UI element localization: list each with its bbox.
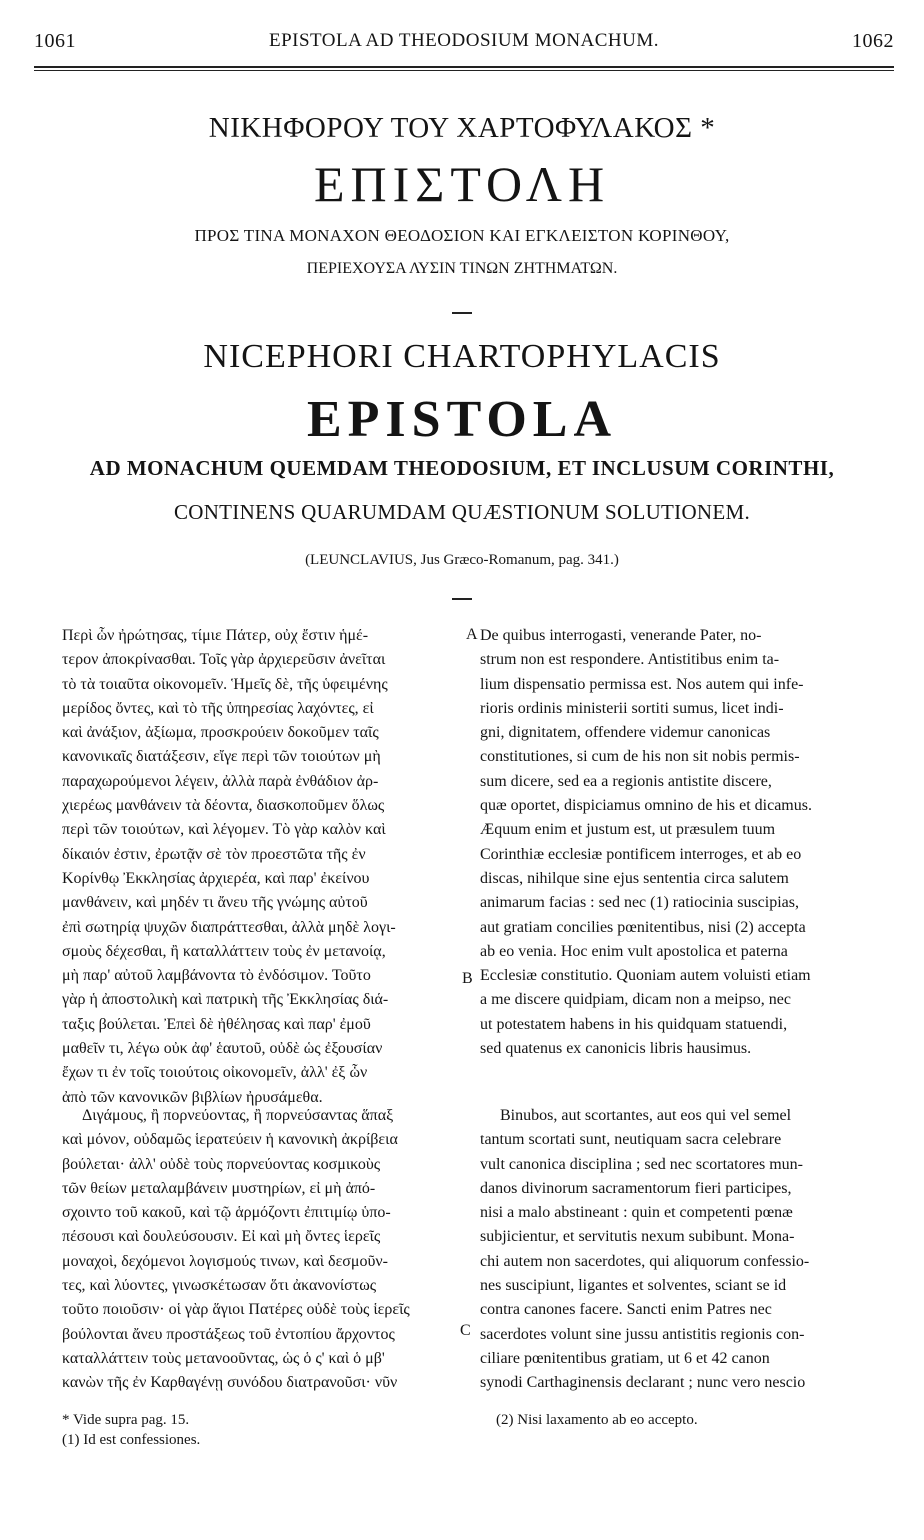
text-line: πέσουσι καὶ δουλεύσουσιν. Εἰ καὶ μὴ ὄντες ἱερεῖς [62, 1228, 381, 1246]
text-line: ciliare pœnitentibus gratiam, ut 6 et 42 canon [480, 1349, 770, 1367]
text-line: καὶ μόνον, οὐδαμῶς ἱερατεύειν ἡ κανονικὴ ἀκρίβεια [62, 1131, 398, 1149]
text-line: subjicientur, et servitutis nexum subibunt. Mona- [480, 1228, 795, 1246]
text-line: aut gratiam concilies pœnitentibus, nisi (2) accepta [480, 918, 806, 936]
margin-marker-c: C [460, 1322, 471, 1339]
text-line: μανθάνειν, καὶ μηδέν τι ἄνευ τῆς γνώμης αὐτοῦ [62, 894, 368, 912]
running-head [34, 30, 894, 58]
text-line: a me discere quidpiam, dicam non a meipso, nec [480, 991, 792, 1009]
text-line: καὶ ἀνάξιον, ἀξίωμα, προσκρούειν δοκοῦμεν ταῖς [62, 724, 379, 742]
text-line: Κορίνθῳ Ἐκκλησίας ἀρχιερέα, καὶ παρ' ἐκείνου [62, 869, 370, 887]
text-line: ἐπὶ σωτηρίᾳ ψυχῶν διαπράττεσθαι, ἀλλὰ μηδὲ λογι- [62, 918, 396, 936]
text-line: nes suscipiunt, ligantes et solventes, sciant se id [480, 1277, 787, 1295]
text-line: ἔχων τι ἐν τοῖς τοιούτοις οἰκονομεῖν, ἀλλ' ἐξ ὧν [62, 1064, 368, 1082]
text-line: chi autem non sacerdotes, qui aliquorum confessio- [480, 1252, 810, 1270]
text-line: lium dispensatio permissa est. Nos autem qui infe- [480, 675, 804, 693]
latin-text-column-cont [480, 1104, 884, 1396]
text-line: Περὶ ὧν ἠρώτησας, τίμιε Πάτερ, οὐχ ἔστιν ἡμέ- [62, 627, 369, 644]
footnotes-right [496, 1410, 698, 1430]
text-line: καταλλάττειν τοὺς μετανοοῦντας, ὡς ὁ ς' καὶ ὁ μβ' [62, 1349, 385, 1367]
text-line: τες, καὶ λύοντες, γινωσκέτωσαν ὅτι ἀκανονίστως [62, 1277, 377, 1295]
text-line: tantum scortati sunt, neutiquam sacra celebrare [480, 1131, 782, 1149]
greek-author: ΝΙΚΗΦΟΡΟΥ ΤΟΥ ΧΑΡΤΟΦΥΛΑΚΟΣ * [208, 112, 716, 144]
text-line: animarum facias : sed nec (1) ratiocinia suscipias, [480, 894, 799, 912]
text-line: synodi Carthaginensis declarant ; nunc vero nescio [480, 1374, 806, 1392]
text-line: sum dicere, sed ea a regionis antistite discere, [480, 772, 772, 790]
text-line: τοῦτο ποιοῦσιν· οἱ γὰρ ἅγιοι Πατέρες οὐδὲ τοὺς ἱερεῖς [62, 1301, 410, 1319]
text-line: ab eo venia. Hoc enim vult apostolica et paterna [480, 942, 788, 960]
margin-marker-b: B [462, 970, 473, 987]
text-line: μὴ παρ' αὐτοῦ λαμβάνοντα τὸ ἐνδόσιμον. Τοῦτο [62, 967, 371, 985]
greek-paragraph-1 [62, 624, 456, 1110]
greek-subtitle-line2: ΠΕΡΙΕΧΟΥΣΑ ΛΥΣΙΝ ΤΙΝΩΝ ΖΗΤΗΜΑΤΩΝ. [306, 260, 618, 277]
header-rule [34, 66, 894, 71]
page-number-right: 1062 [852, 30, 894, 52]
margin-marker-a: A [466, 626, 478, 643]
text-line: περὶ τῶν τοιούτων, καὶ λέγομεν. Τὸ γὰρ καλὸν καὶ [62, 821, 386, 839]
text-line: χιερέως μανθάνειν τὰ δέοντα, διασκοποῦμεν ὅλως [62, 797, 385, 815]
text-line: ἀπὸ τῶν κανονικῶν βιβλίων ἠρυσάμεθα. [62, 1088, 323, 1106]
text-line: βούλονται ἄνευ προστάξεως τοῦ ἐντοπίου ἄρχοντος [62, 1325, 395, 1343]
page-number-left: 1061 [34, 30, 76, 52]
text-line: μαθεῖν τι, λέγω οὐκ ἀφ' ἑαυτοῦ, οὐδὲ ὡς ἐξουσίαν [62, 1040, 383, 1058]
text-line: τῶν θείων μεταλαμβάνειν μυστηρίων, εἰ μὴ ἀπό- [62, 1179, 376, 1197]
latin-text-column [480, 624, 884, 1061]
text-line: γὰρ ἡ ἀποστολικὴ καὶ πατρικὴ τῆς Ἐκκλησίας διά- [62, 991, 389, 1009]
latin-subtitle-line1: AD MONACHUM QUEMDAM THEODOSIUM, ET INCLUSUM CORINTHI, [89, 456, 835, 480]
latin-title: EPISTOLA [306, 391, 618, 448]
text-line: κανονικαῖς διατάξεσιν, εἴγε περὶ τῶν τοιούτων μὴ [62, 748, 381, 766]
text-line: τερον ἀποκρίνασθαι. Τοῖς γὰρ ἀρχιερεῦσιν ἀνεῖται [62, 651, 386, 669]
text-line: σχοιντο τοῦ κακοῦ, καὶ τῷ ἁρμόζοντι ἐπιτιμίῳ ὑπο- [62, 1204, 391, 1222]
source-citation: (LEUNCLAVIUS, Jus Græco-Romanum, pag. 341.) [305, 552, 619, 568]
text-line: gni, dignitatem, offendere videmur canonicas [480, 724, 771, 742]
text-line: vult canonica disciplina ; sed nec scortatores mun- [480, 1155, 804, 1173]
text-line: nisi a malo abstineant : quin et competenti pœnæ [480, 1204, 793, 1222]
text-line: Διγάμους, ἢ πορνεύοντας, ἢ πορνεύσαντας ἅπαξ [82, 1107, 394, 1124]
text-line: μοναχοὶ, δεχόμενοι λογισμούς τινων, καὶ δεσμοῦν- [62, 1252, 388, 1270]
latin-paragraph-1 [480, 624, 884, 1061]
text-line: discas, nihilque sine ejus sententia circa salutem [480, 869, 789, 887]
text-line: κανὼν τῆς ἐν Καρθαγένῃ συνόδου διατρανοῦσι· νῦν [62, 1374, 398, 1392]
text-line: μερίδος ὄντες, καὶ τὸ τῆς ὑπηρεσίας λαχόντες, εἰ [62, 699, 374, 717]
text-line: Corinthiæ ecclesiæ pontificem interroges, et ab eo [480, 845, 802, 863]
greek-text-column [62, 624, 456, 1110]
text-line: strum non est respondere. Antistitibus enim ta- [480, 651, 780, 669]
text-line: sed quatenus ex canonicis libris hausimus. [480, 1040, 752, 1058]
section-dash [452, 312, 472, 314]
section-dash [452, 598, 472, 600]
text-line: contra canones facere. Sancti enim Patres nec [480, 1301, 772, 1319]
text-line: De quibus interrogasti, venerande Pater, no- [480, 627, 762, 644]
text-line: δίκαιόν ἐστιν, ἐρωτᾷν σὲ τὸν προεστῶτα τῆς ἐν [62, 845, 366, 863]
text-line: ut potestatem habens in his quidquam statuendi, [480, 1015, 788, 1033]
greek-title: ΕΠΙΣΤΟΛΗ [313, 156, 611, 212]
text-line: ταξις βούλεται. Ἐπεὶ δὲ ἠθέλησας καὶ παρ' ἐμοῦ [62, 1015, 371, 1033]
text-line: τὸ τὰ τοιαῦτα οἰκονομεῖν. Ἡμεῖς δὲ, τῆς ὑφειμένης [62, 675, 388, 693]
text-line: βούλεται· ἀλλ' οὐδὲ τοὺς πορνεύοντας κοσμικοὺς [62, 1155, 381, 1173]
footnote: (1) Id est confessiones. [62, 1432, 201, 1448]
latin-paragraph-2 [480, 1104, 884, 1396]
greek-text-column-cont [62, 1104, 456, 1396]
greek-paragraph-2 [62, 1104, 456, 1396]
footnote: * Vide supra pag. 15. [62, 1412, 190, 1428]
latin-author: NICEPHORI CHARTOPHYLACIS [203, 338, 721, 375]
text-line: rioris ordinis ministerii sortiti sumus, licet indi- [480, 699, 784, 717]
footnote: (2) Nisi laxamento ab eo accepto. [496, 1412, 698, 1428]
text-line: danos divinorum sacramentorum fieri participes, [480, 1179, 792, 1197]
text-line: constitutiones, si cum de his non sit nobis permis- [480, 748, 800, 766]
text-line: sacerdotes volunt sine jussu antistitis regionis con- [480, 1325, 805, 1343]
text-line: παραχωρούμενοι λέγειν, ἀλλὰ παρὰ ἐνθάδιον ἀρ- [62, 772, 379, 790]
text-line: σμοὺς δέχεσθαι, ἢ καταλλάττειν τοὺς ἐν μετανοίᾳ, [62, 942, 386, 960]
greek-subtitle-line1: ΠΡΟΣ ΤΙΝΑ ΜΟΝΑΧΟΝ ΘΕΟΔΟΣΙΟΝ ΚΑΙ ΕΓΚΛΕΙΣΤΟΝ ΚΟΡΙΝΘΟΥ, [194, 226, 730, 245]
text-line: Ecclesiæ constitutio. Quoniam autem voluisti etiam [480, 967, 811, 985]
text-line: quæ oportet, dispiciamus omnino de his et dicamus. [480, 797, 812, 815]
footnotes-left [62, 1410, 200, 1450]
running-title: EPISTOLA AD THEODOSIUM MONACHUM. [268, 30, 660, 51]
latin-subtitle-line2: CONTINENS QUARUMDAM QUÆSTIONUM SOLUTIONEM. [173, 500, 751, 524]
text-line: Æquum enim et justum est, ut præsulem tuum [480, 821, 776, 839]
text-line: Binubos, aut scortantes, aut eos qui vel semel [500, 1107, 792, 1124]
